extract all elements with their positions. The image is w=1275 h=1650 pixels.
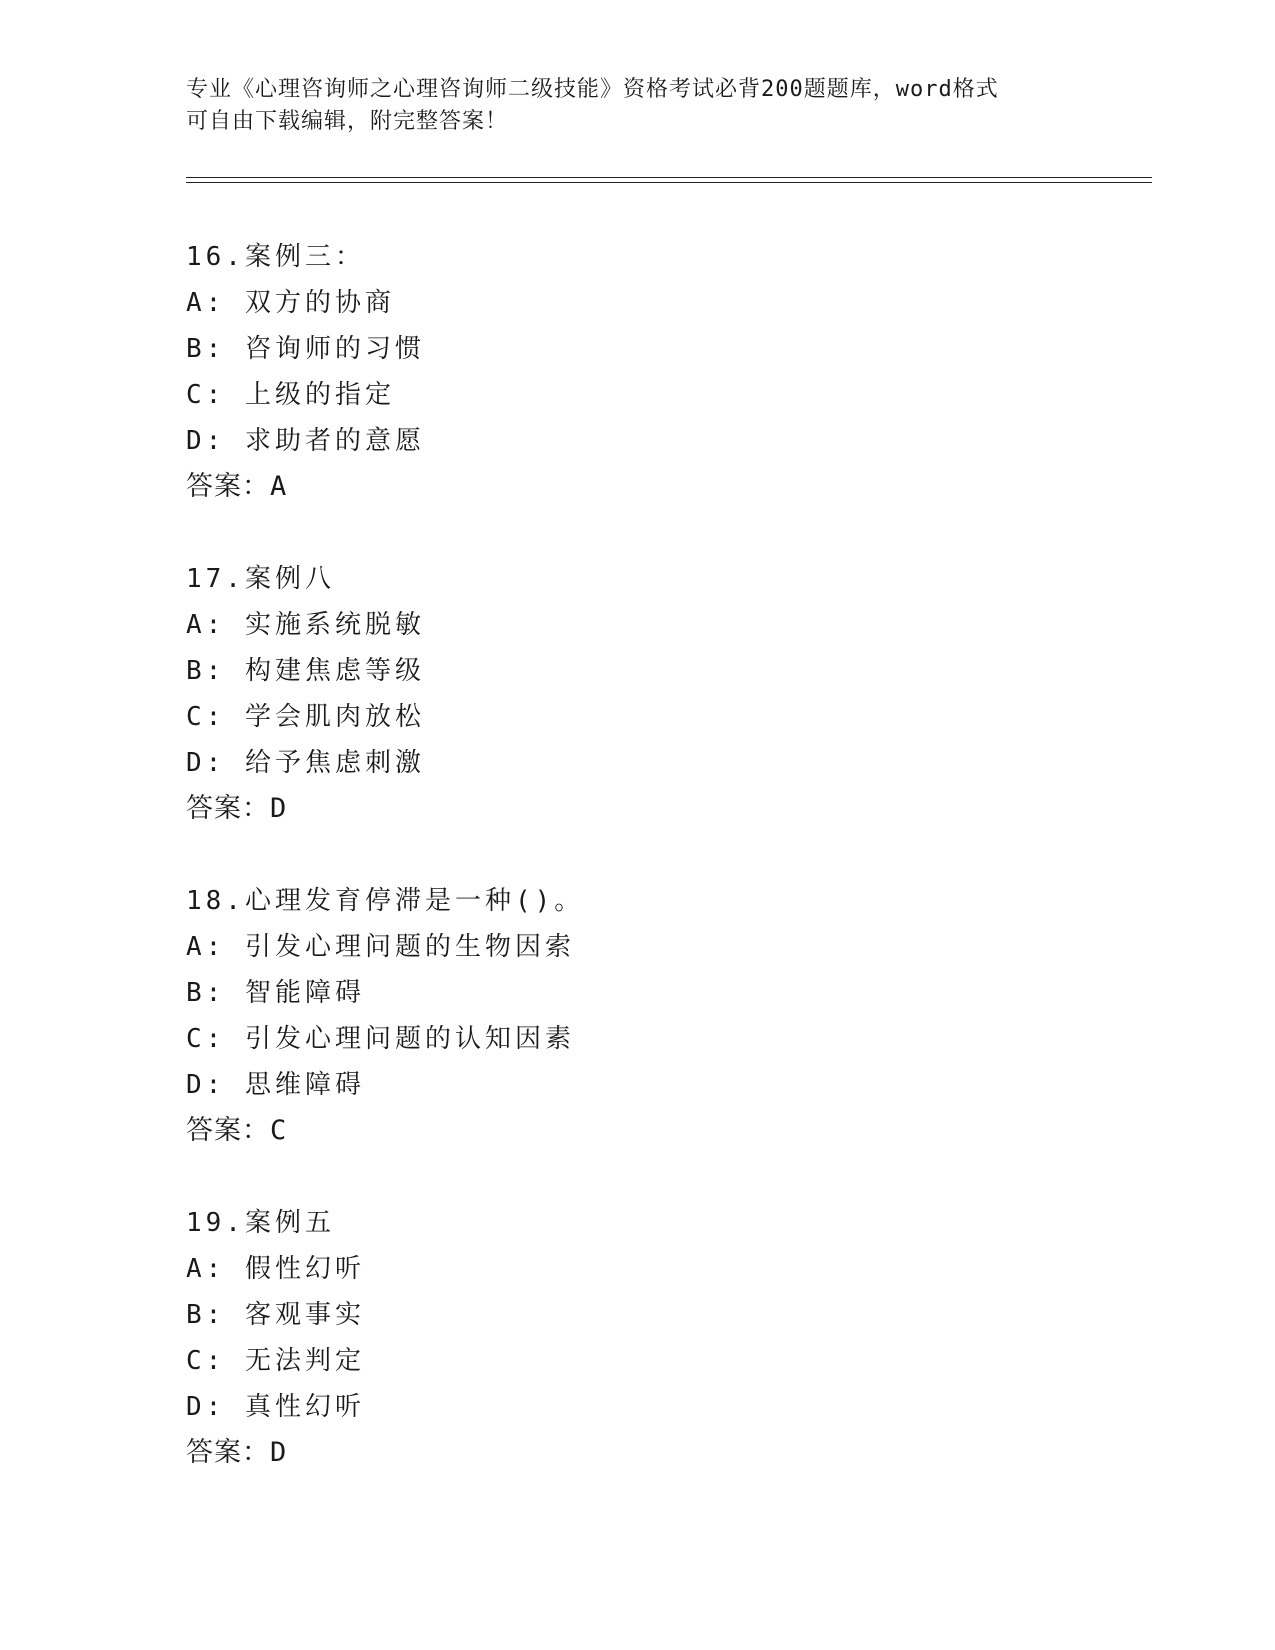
option-b: B: 客观事实 [186,1300,365,1330]
option-d: D: 思维障碍 [186,1070,365,1100]
option-a: A: 假性幻听 [186,1254,365,1284]
question-list [186,234,1146,1522]
option-b: B: 智能障碍 [186,978,365,1008]
question-stem: 19.案例五 [186,1208,335,1238]
header-divider-top [186,177,1152,178]
answer-value: A [270,471,287,502]
answer-value: D [270,793,287,824]
answer-label: 答案： [186,1437,270,1468]
answer-line [186,1430,1146,1476]
question-stem: 18.心理发育停滞是一种()。 [186,886,585,916]
document-header [186,74,1086,138]
answer-label: 答案： [186,471,270,502]
answer-label: 答案： [186,793,270,824]
option-d: D: 求助者的意愿 [186,426,425,456]
answer-line [186,786,1146,832]
question-16 [186,234,1146,510]
option-c: C: 引发心理问题的认知因素 [186,1024,575,1054]
question-stem: 16.案例三： [186,242,365,272]
option-a: A: 实施系统脱敏 [186,610,425,640]
option-c: C: 无法判定 [186,1346,365,1376]
option-d: D: 给予焦虑刺激 [186,748,425,778]
answer-value: C [270,1115,287,1146]
question-18 [186,878,1146,1154]
answer-line [186,464,1146,510]
option-c: C: 学会肌肉放松 [186,702,425,732]
question-17 [186,556,1146,832]
answer-line [186,1108,1146,1154]
option-d: D: 真性幻听 [186,1392,365,1422]
answer-value: D [270,1437,287,1468]
question-19 [186,1200,1146,1476]
answer-label: 答案： [186,1115,270,1146]
option-b: B: 咨询师的习惯 [186,334,425,364]
option-a: A: 引发心理问题的生物因索 [186,932,575,962]
header-line-1: 专业《心理咨询师之心理咨询师二级技能》资格考试必背200题题库，word格式 [186,77,999,102]
header-divider-bottom [186,182,1152,183]
option-c: C: 上级的指定 [186,380,395,410]
question-stem: 17.案例八 [186,564,335,594]
option-a: A: 双方的协商 [186,288,395,318]
header-line-2: 可自由下载编辑，附完整答案！ [186,109,509,134]
option-b: B: 构建焦虑等级 [186,656,425,686]
